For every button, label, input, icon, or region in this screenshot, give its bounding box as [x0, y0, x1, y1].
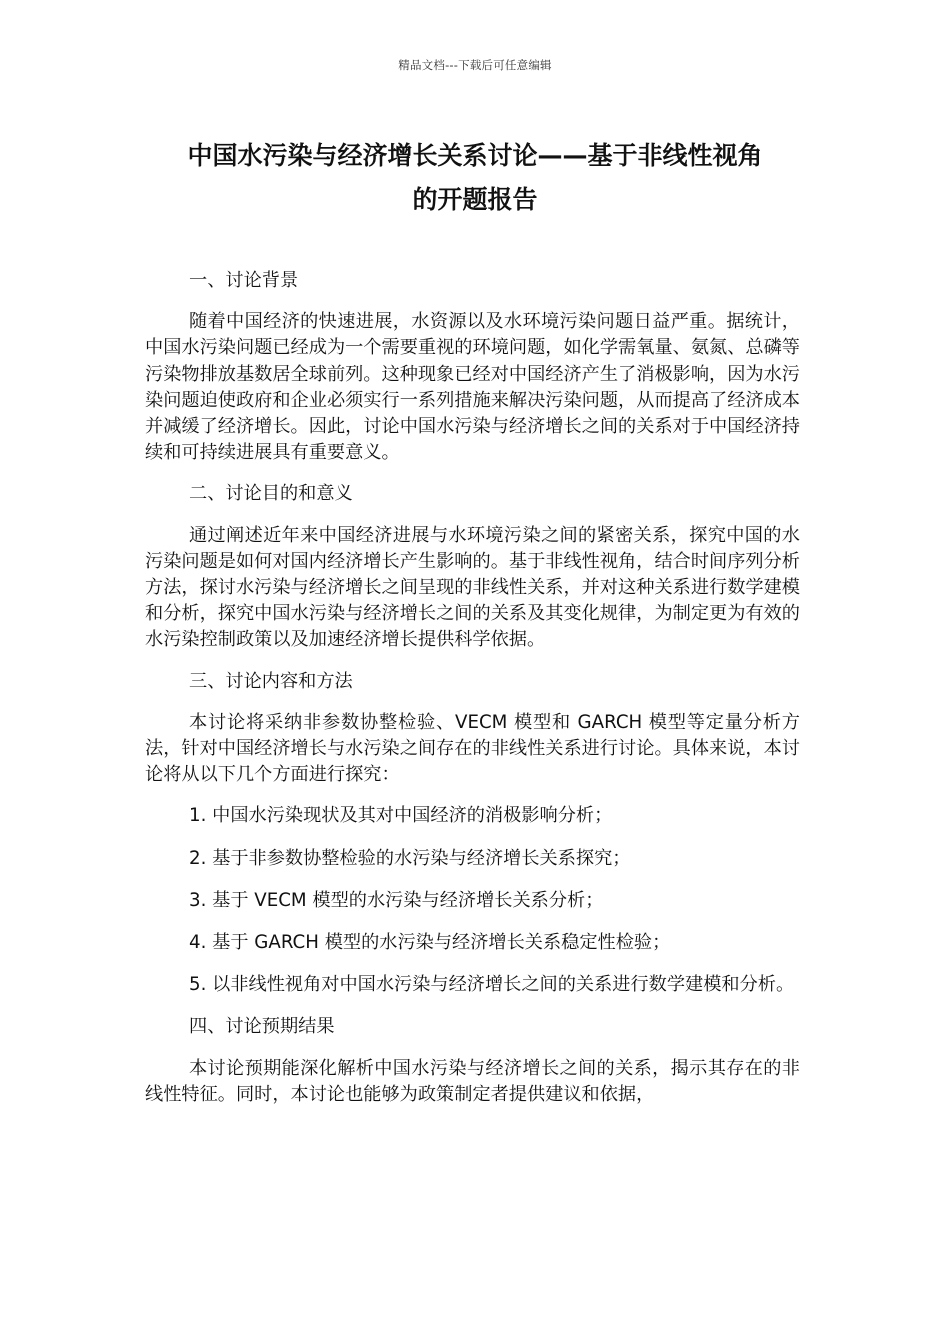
paragraph-purpose: 通过阐述近年来中国经济进展与水环境污染之间的紧密关系，探究中国的水污染问题是如何对国内经济增长产生影响的。基于非线性视角，结合时间序列分析方法，探讨水污染与经济增长之间呈现的非线性关系，并对这种关系进行数学建模和分析，探究中国水污染与经济增长之间的关系及其变化规律，为制定更为有效的水污染控制政策以及加速经济增长提供科学依据。 — [145, 524, 800, 651]
document-title — [140, 134, 810, 222]
list-item-3: 3. 基于 VECM 模型的水污染与经济增长关系分析； — [189, 889, 604, 911]
list-item-1: 1. 中国水污染现状及其对中国经济的消极影响分析； — [189, 805, 613, 827]
section-heading-expected-results: 四、讨论预期结果 — [189, 1016, 335, 1038]
paragraph-methods: 本讨论将采纳非参数协整检验、VECM 模型和 GARCH 模型等定量分析方法，针对中国经济增长与水污染之间存在的非线性关系进行讨论。具体来说，本讨论将从以下几个方面进行探究： — [145, 711, 800, 786]
list-item-2: 2. 基于非参数协整检验的水污染与经济增长关系探究； — [189, 847, 631, 869]
section-heading-background: 一、讨论背景 — [189, 270, 299, 291]
title-line-1: 中国水污染与经济增长关系讨论——基于非线性视角 — [187, 141, 763, 170]
section-heading-purpose: 二、讨论目的和意义 — [189, 483, 353, 505]
title-line-2: 的开题报告 — [412, 185, 538, 214]
paragraph-background: 随着中国经济的快速进展，水资源以及水环境污染问题日益严重。据统计，中国水污染问题已经成为一个需要重视的环境问题，如化学需氧量、氨氮、总磷等污染物排放基数居全球前列。这种现象已经对中国经济产生了消极影响，因为水污染问题迫使政府和企业必须实行一系列措施来解决污染问题，从而提高了经济成本并减缓了经济增长。因此，讨论中国水污染与经济增长之间的关系对于中国经济持续和可持续进展具有重要意义。 — [145, 311, 800, 464]
page-header-note: 精品文档---下载后可任意编辑 — [398, 58, 552, 72]
document-body — [145, 268, 800, 1123]
list-item-4: 4. 基于 GARCH 模型的水污染与经济增长关系稳定性检验； — [189, 932, 671, 954]
paragraph-expected-results: 本讨论预期能深化解析中国水污染与经济增长之间的关系，揭示其存在的非线性特征。同时，本讨论也能够为政策制定者提供建议和依据， — [145, 1057, 800, 1105]
section-heading-methods: 三、讨论内容和方法 — [189, 670, 353, 692]
list-item-5: 5. 以非线性视角对中国水污染与经济增长之间的关系进行数学建模和分析。 — [189, 974, 795, 996]
